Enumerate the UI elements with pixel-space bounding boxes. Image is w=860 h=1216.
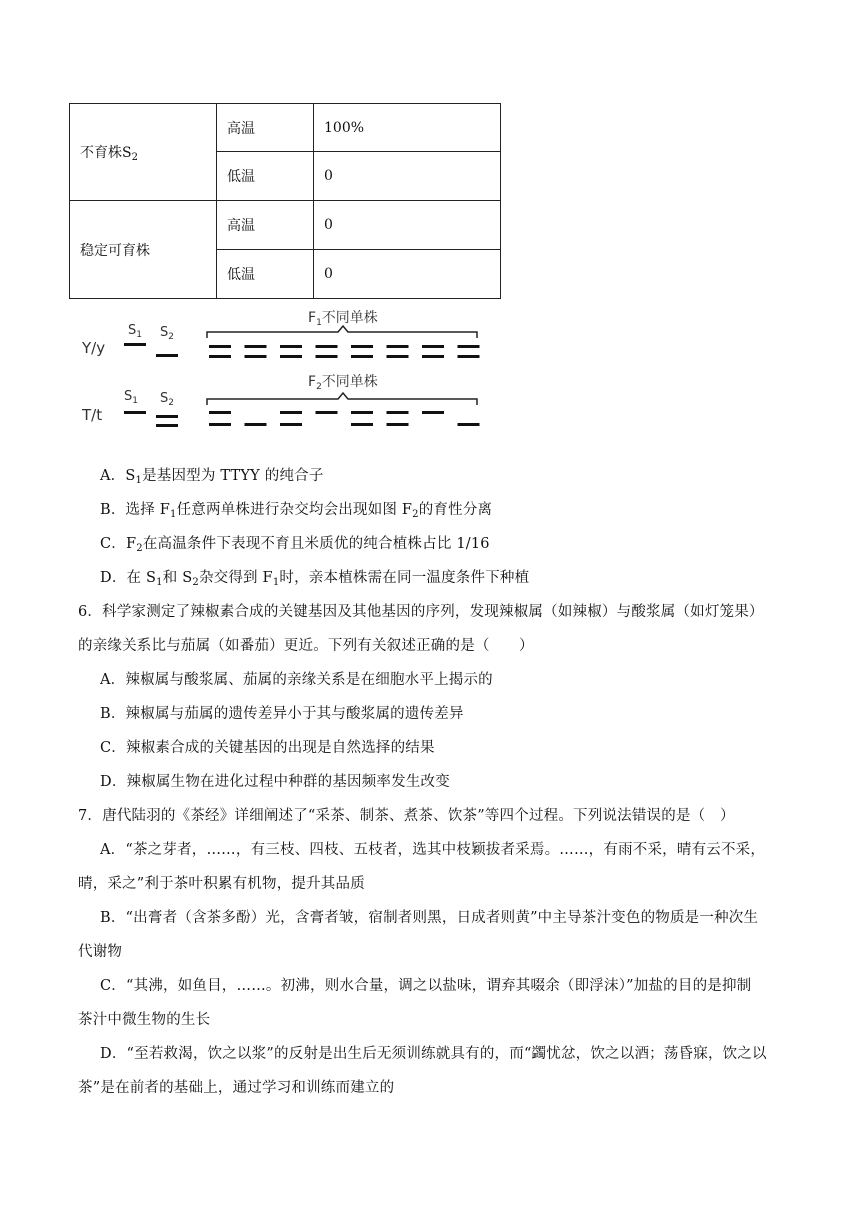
- q6-stem-line1: 6．科学家测定了辣椒素合成的关键基因及其他基因的序列，发现辣椒属（如辣椒）与酸浆属（如灯笼果）: [78, 604, 764, 620]
- row2-label: T/t: [82, 406, 103, 424]
- s2-label-row2: $S_2$: [160, 391, 174, 408]
- s2-label-row1: $S_2$: [160, 325, 174, 342]
- chromosome-bar: [280, 411, 302, 414]
- chromosome-bar: [209, 345, 231, 348]
- table-cell: 0: [314, 152, 501, 201]
- q7-option-a-line2: 晴，采之”利于茶叶积累有机物，提升其品质: [78, 876, 365, 892]
- q6-stem-line2: 的亲缘关系比与茄属（如番茄）更近。下列有关叙述正确的是（ ）: [78, 638, 534, 654]
- group-label-sub: 2: [131, 151, 138, 163]
- table-cell: 100%: [314, 104, 501, 152]
- chromosome-bar: [245, 345, 267, 348]
- chromosome-bar: [316, 355, 338, 358]
- q7-stem: 7．唐代陆羽的《茶经》详细阐述了“采茶、制茶、煮茶、饮茶”等四个过程。下列说法错误的是（ ）: [78, 808, 735, 824]
- f2-caption: $F_2$不同单株: [308, 374, 378, 392]
- f2-brace: [207, 393, 477, 405]
- chromosome-bar: [387, 345, 409, 348]
- chromosome-figure: [0, 300, 860, 440]
- q6-option-c: C．辣椒素合成的关键基因的出现是自然选择的结果: [100, 740, 435, 756]
- chromosome-bar: [351, 411, 373, 414]
- chromosome-bar: [458, 345, 480, 348]
- chromosome-bar: [351, 355, 373, 358]
- q7-option-c-line1: C．“其沸，如鱼目，……。初沸，则水合量，调之以盐味，谓弃其啜余（即浮沫）”加盐的目的是抑制: [100, 978, 752, 994]
- chromosome-bar: [124, 343, 146, 346]
- chromosome-bar: [209, 355, 231, 358]
- group-label: 不育株S: [80, 144, 132, 161]
- q5-option-c: C．$F_2$在高温条件下表现不育且米质优的纯合植株占比 1/16: [100, 536, 490, 554]
- table-group-cell: [70, 104, 217, 201]
- q7-option-d-line1: D．“至若救渴，饮之以浆”的反射是出生后无须训练就具有的，而“蠲忧忿，饮之以酒；荡昏寐，饮之以: [100, 1046, 767, 1062]
- q6-option-a: A．辣椒属与酸浆属、茄属的亲缘关系是在细胞水平上揭示的: [100, 672, 493, 688]
- f1-brace: [207, 326, 477, 338]
- group-label: 稳定可育株: [80, 242, 150, 259]
- chromosome-bar: [316, 345, 338, 348]
- chromosome-bar: [245, 423, 267, 426]
- q5-option-b: B．选择 $F_1$任意两单株进行杂交均会出现如图 $F_2$的育性分离: [100, 502, 493, 520]
- chromosome-bar: [387, 411, 409, 414]
- row1-label: Y/y: [82, 339, 106, 357]
- chromosome-bar: [458, 423, 480, 426]
- chromosome-bar: [245, 355, 267, 358]
- q7-option-a-line1: A．“茶之芽者，……，有三枝、四枝、五枝者，选其中枝颖拔者采焉。……，有雨不采，晴有云不采，: [100, 842, 766, 858]
- chromosome-bar: [156, 354, 178, 357]
- chromosome-bar: [351, 423, 373, 426]
- chromosome-bar: [351, 345, 373, 348]
- chromosome-bar: [280, 355, 302, 358]
- fertility-table: [69, 103, 501, 299]
- table-cell: 0: [314, 250, 501, 299]
- table-cell: 高温: [217, 104, 314, 152]
- table-cell: 高温: [217, 201, 314, 250]
- chromosome-bar: [156, 424, 178, 427]
- chromosome-bar: [422, 345, 444, 348]
- chromosome-bar: [387, 355, 409, 358]
- chromosome-bar: [124, 411, 146, 414]
- chromosome-bar: [387, 423, 409, 426]
- chromosome-bar: [280, 423, 302, 426]
- q7-option-b-line2: 代谢物: [78, 944, 123, 960]
- chromosome-bar: [209, 411, 231, 414]
- s1-label-row2: $S_1$: [124, 389, 138, 406]
- table-cell: 0: [314, 201, 501, 250]
- table-group-cell: [70, 201, 217, 299]
- chromosome-bar: [209, 423, 231, 426]
- f1-chromosome-pairs: [209, 345, 480, 358]
- q5-option-d: D．在 $S_1$和 $S_2$杂交得到 $F_1$时，亲本植株需在同一温度条件下种植: [100, 570, 530, 588]
- f1-caption: $F_1$不同单株: [308, 310, 378, 328]
- chromosome-bar: [458, 355, 480, 358]
- chromosome-bar: [316, 411, 338, 414]
- table-cell: 低温: [217, 152, 314, 201]
- chromosome-bar: [422, 355, 444, 358]
- table-cell: 低温: [217, 250, 314, 299]
- q7-option-d-line2: 茶”是在前者的基础上，通过学习和训练而建立的: [78, 1080, 395, 1096]
- chromosome-bar: [280, 345, 302, 348]
- f2-chromosome-pairs: [209, 411, 480, 426]
- q7-option-c-line2: 茶汁中微生物的生长: [78, 1012, 211, 1028]
- s1-label-row1: $S_1$: [128, 323, 142, 340]
- q6-option-d: D．辣椒属生物在进化过程中种群的基因频率发生改变: [100, 774, 450, 790]
- chromosome-bar: [156, 415, 178, 418]
- chromosome-bar: [422, 411, 444, 414]
- q5-option-a: A．$S_1$是基因型为 TTYY 的纯合子: [100, 468, 324, 486]
- q7-option-b-line1: B．“出膏者（含茶多酚）光，含膏者皱，宿制者则黑，日成者则黄”中主导茶汁变色的物质是一种次生: [100, 910, 759, 926]
- q6-option-b: B．辣椒属与茄属的遗传差异小于其与酸浆属的遗传差异: [100, 706, 464, 722]
